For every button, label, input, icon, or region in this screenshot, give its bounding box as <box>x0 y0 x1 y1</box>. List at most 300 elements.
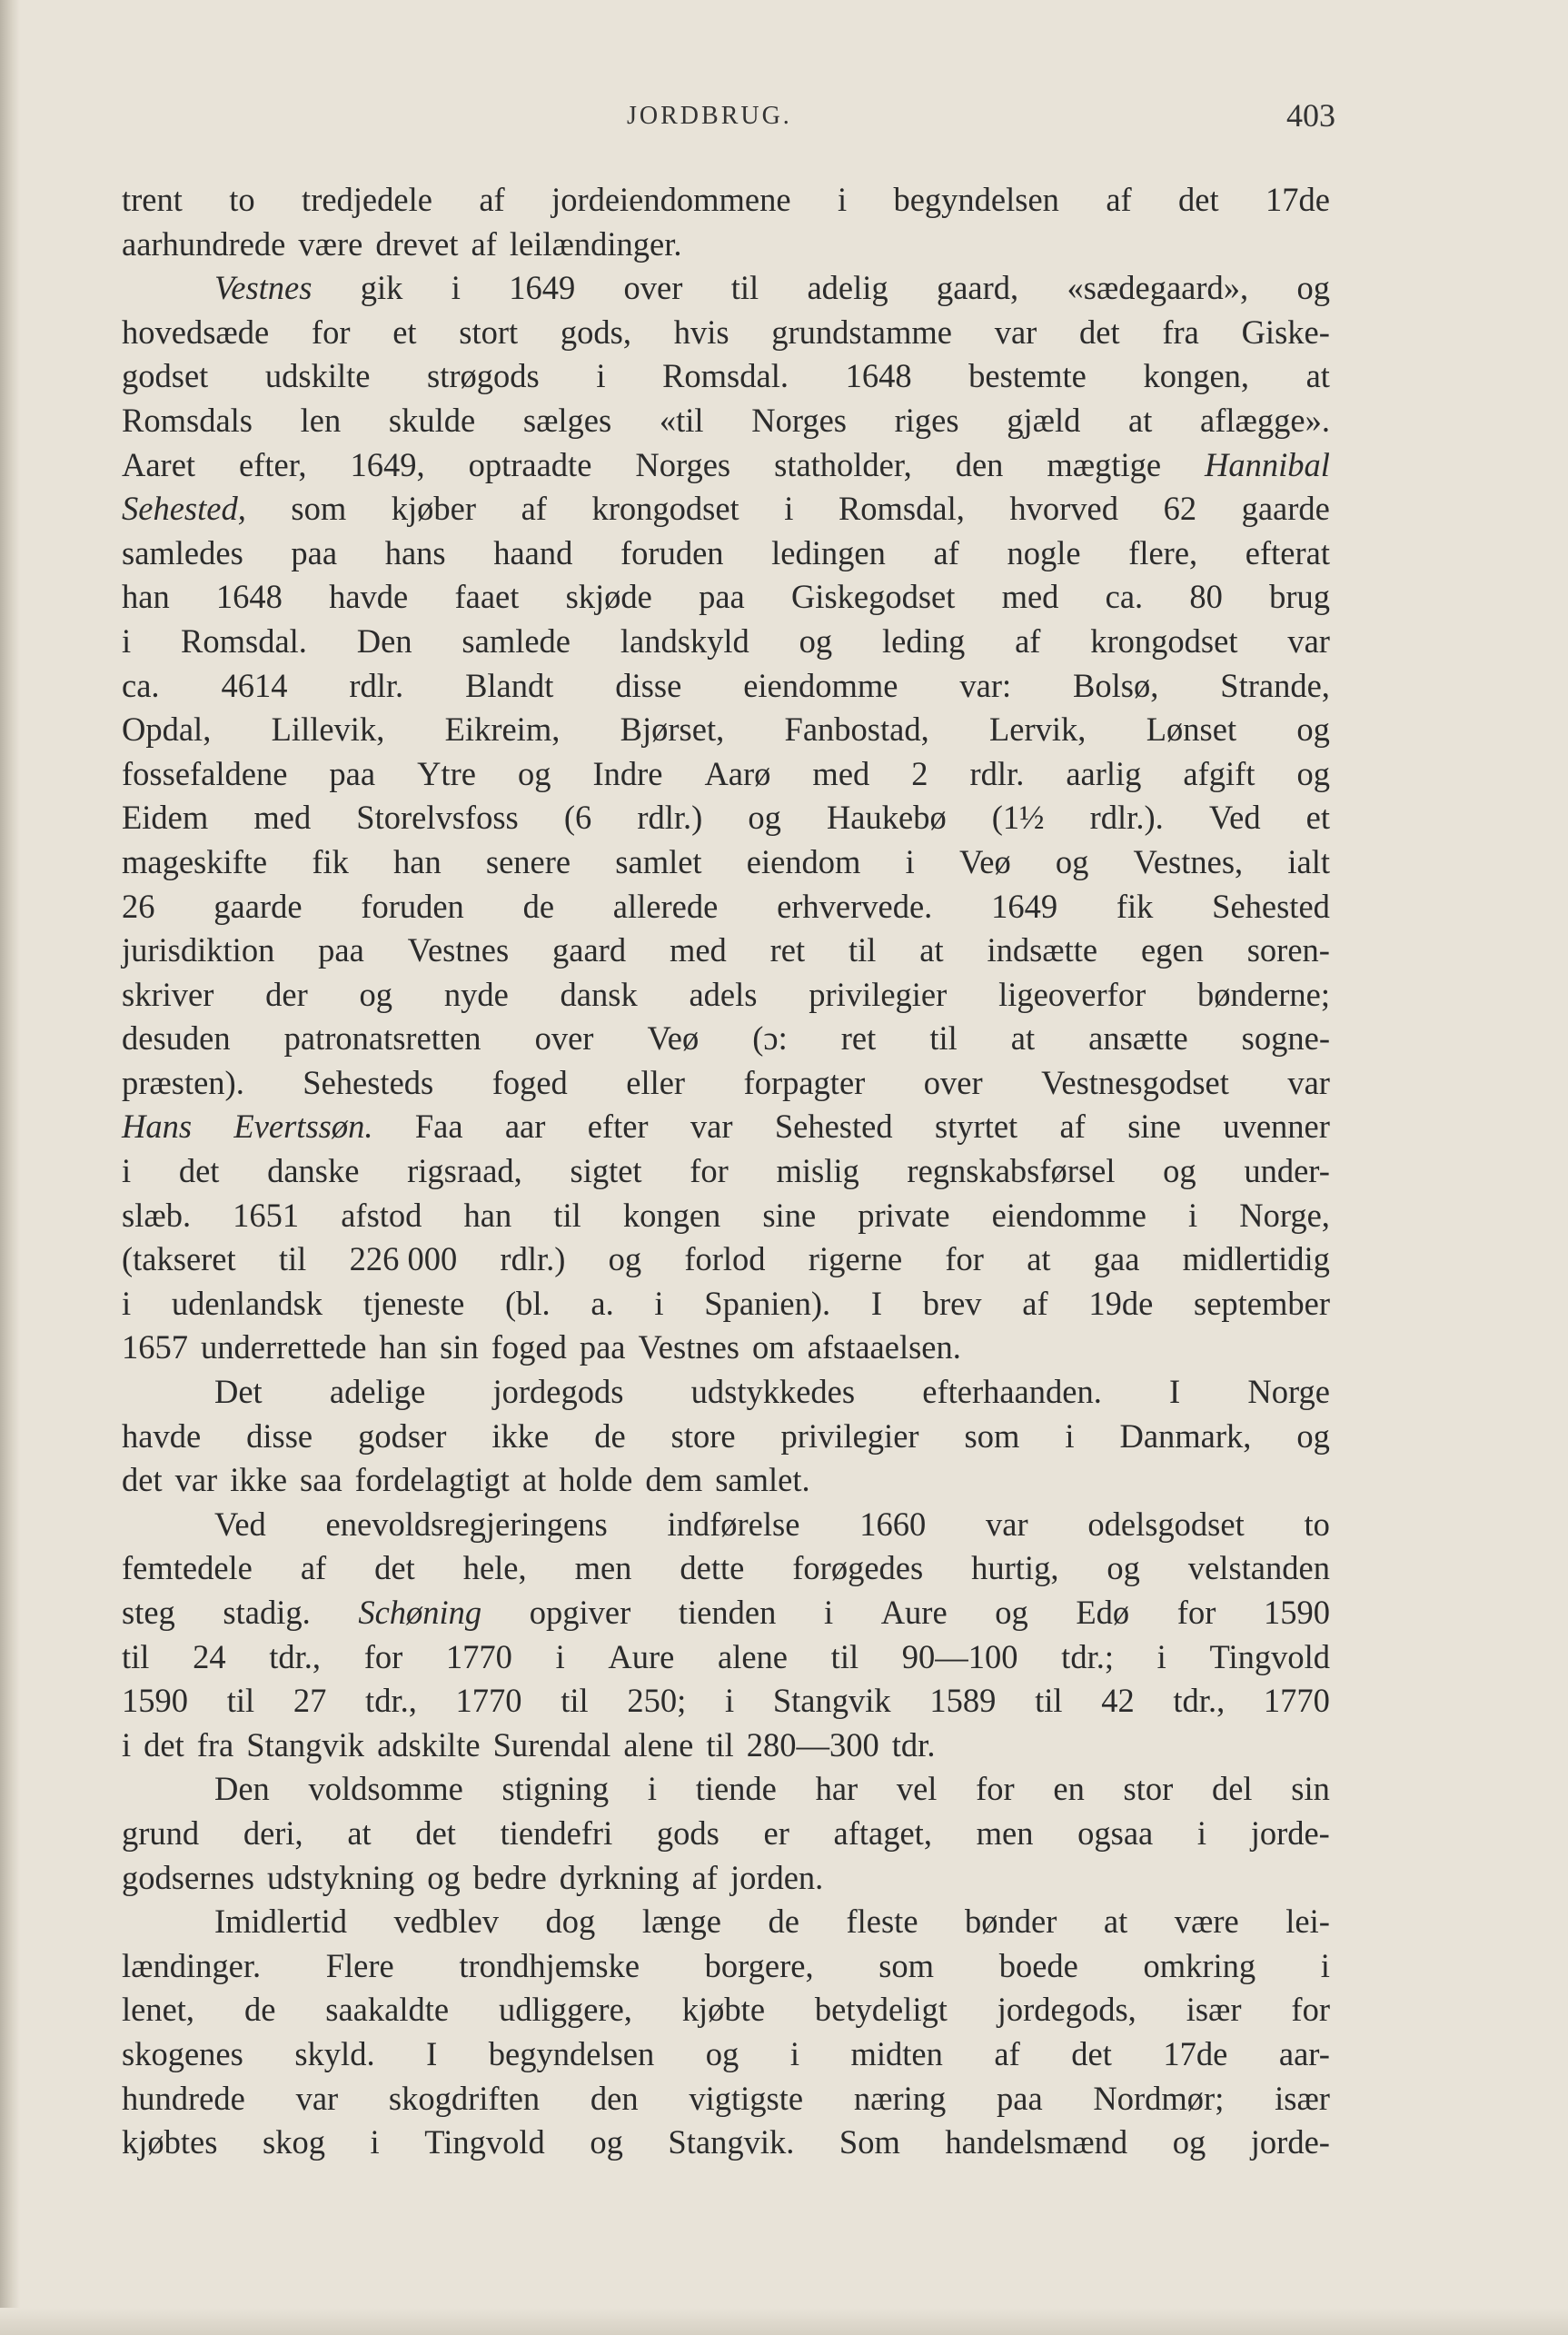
word: Ytre <box>417 754 476 792</box>
word: Hans <box>122 1108 193 1146</box>
word: I <box>426 2034 438 2072</box>
word: kongen <box>622 1196 721 1234</box>
word: hans <box>384 533 446 571</box>
word: Lillevik, <box>271 710 385 749</box>
word: hundrede <box>122 2079 245 2117</box>
word: til <box>561 1682 589 1720</box>
word: fik <box>1116 887 1154 925</box>
word: og <box>359 975 393 1013</box>
word: privilegier <box>809 975 948 1013</box>
word: Aaret <box>122 445 196 483</box>
text-line <box>122 664 1330 709</box>
text-line <box>122 1900 1330 1944</box>
word: slæb. <box>122 1196 192 1234</box>
word: de <box>768 1903 799 1941</box>
word: i <box>122 1725 132 1764</box>
word: aar <box>504 1108 546 1146</box>
word: Flere <box>325 1946 394 1984</box>
word: udskilte <box>264 357 371 395</box>
word: regnskabsførsel <box>907 1152 1116 1190</box>
word: bønderne; <box>1197 975 1330 1013</box>
word: og <box>608 1240 642 1278</box>
word: var <box>174 1461 218 1499</box>
word: 1648 <box>845 357 912 395</box>
word: Bjørset, <box>620 710 725 749</box>
word: Vestnes <box>638 1328 739 1366</box>
word: ogsaa <box>1077 1813 1154 1852</box>
word: midlertidig <box>1182 1240 1330 1278</box>
word: faaet <box>454 578 520 616</box>
word: paa <box>318 931 364 969</box>
word: opgiver <box>529 1594 631 1631</box>
word: Surendal <box>492 1725 611 1764</box>
word: privilegier <box>780 1416 919 1455</box>
word: til <box>929 1019 958 1058</box>
word: indførelse <box>667 1505 800 1543</box>
word: deri, <box>243 1813 303 1852</box>
word: kjøbtes <box>122 2123 218 2161</box>
word: udstykkedes <box>690 1373 856 1411</box>
word: til <box>830 1637 859 1675</box>
word: det <box>374 1549 415 1587</box>
word: under- <box>1244 1152 1330 1190</box>
word: at <box>1010 1019 1036 1058</box>
word: med <box>812 754 870 792</box>
word: afstod <box>341 1196 422 1234</box>
word: det <box>1079 313 1120 351</box>
word: optraadte <box>468 445 592 483</box>
word: forlod <box>684 1240 766 1278</box>
word: at <box>1027 1240 1051 1278</box>
word: adelig <box>807 269 888 307</box>
word: tienden <box>678 1594 777 1631</box>
word: gik <box>360 269 403 307</box>
word: Lervik, <box>989 710 1087 749</box>
text-line <box>122 399 1330 443</box>
word: 1770 <box>445 1637 512 1675</box>
word: sine <box>762 1196 817 1234</box>
word: paa <box>329 754 376 792</box>
word: til <box>226 1682 255 1720</box>
word: mislig <box>776 1152 859 1190</box>
word: og <box>1163 1152 1196 1190</box>
word: han <box>463 1196 512 1234</box>
word: i <box>122 1284 132 1322</box>
word: drevet <box>375 224 459 263</box>
word: hvorved <box>1009 490 1119 528</box>
word: vigtigste <box>689 2079 804 2117</box>
word: Fanbostad, <box>784 710 929 749</box>
word: udenlandsk <box>171 1284 323 1322</box>
word: kjøbte <box>681 1991 766 2029</box>
word: at <box>1305 357 1330 395</box>
word: ialt <box>1287 842 1330 880</box>
word: og <box>748 799 781 837</box>
word: leding <box>881 621 966 660</box>
word: Som <box>839 2123 900 2161</box>
word: «sædegaard», <box>1067 269 1249 307</box>
word: hurtig, <box>971 1549 1059 1587</box>
word: var <box>994 313 1037 351</box>
word: 27 <box>293 1682 327 1720</box>
word: af <box>1015 621 1041 660</box>
word: 1649 <box>991 887 1058 925</box>
word: godsernes <box>122 1858 254 1896</box>
word: samlet <box>615 842 702 880</box>
word: to <box>1304 1505 1330 1543</box>
word: ikke <box>491 1416 550 1455</box>
word: i <box>823 1594 834 1631</box>
word: store <box>670 1416 736 1455</box>
word: næring <box>853 2079 947 2117</box>
word: allerede <box>612 887 719 925</box>
word: holde <box>559 1461 633 1499</box>
word: kjøber <box>391 490 477 528</box>
word: Den <box>356 621 412 660</box>
word: skogenes <box>122 2034 243 2072</box>
word: 1649 <box>509 269 576 307</box>
word: i <box>784 490 794 528</box>
word: gaarde <box>213 887 303 925</box>
word: private <box>858 1196 950 1234</box>
text-line <box>122 929 1330 973</box>
word: efterat <box>1245 533 1330 571</box>
word: af <box>300 1549 327 1587</box>
word: disse <box>246 1416 313 1455</box>
word: flere, <box>1128 533 1198 571</box>
word: 1590 <box>1263 1594 1330 1631</box>
text-line <box>122 1017 1330 1061</box>
text-line <box>122 1724 1330 1768</box>
word: 17de <box>1163 2034 1228 2072</box>
text-line <box>122 2032 1330 2077</box>
word: saa <box>300 1461 342 1499</box>
word: til <box>730 269 759 307</box>
word: ca. <box>1105 578 1144 616</box>
word: gaard, <box>936 269 1019 307</box>
word: være <box>298 224 363 263</box>
word: paa <box>579 1328 626 1366</box>
word: Lønset <box>1146 710 1237 749</box>
word: det <box>1178 181 1219 218</box>
word: det <box>178 1152 220 1190</box>
word: i <box>789 2034 799 2072</box>
word: to <box>229 181 255 218</box>
word: jordeiendommene <box>551 181 791 218</box>
word: sine <box>1127 1108 1181 1146</box>
word: ca. <box>122 666 160 704</box>
word: for <box>690 1152 729 1190</box>
text-line <box>122 178 1330 223</box>
word: tiende <box>695 1770 777 1808</box>
page-header <box>118 94 1335 140</box>
word: og <box>1107 1549 1140 1587</box>
word: et <box>1305 799 1330 837</box>
word: adelige <box>329 1373 426 1411</box>
word: riges <box>894 401 959 439</box>
word: gaard <box>552 931 627 969</box>
word: Evertssøn. <box>233 1108 373 1146</box>
word: aarlig <box>1066 754 1142 792</box>
word: foruden <box>620 533 724 571</box>
word: fleste <box>846 1903 918 1941</box>
word: i <box>647 1770 657 1808</box>
word: i <box>370 2123 380 2161</box>
word: efterhaanden. <box>922 1373 1102 1411</box>
text-line <box>122 1591 1330 1635</box>
text-line <box>122 1105 1330 1149</box>
word: statholder, <box>774 445 912 483</box>
word: (takseret <box>122 1240 236 1278</box>
word: dog <box>545 1903 596 1941</box>
word: for <box>976 1770 1015 1808</box>
word: Giske- <box>1241 313 1330 351</box>
word: han <box>393 842 442 880</box>
text-line <box>122 266 1330 311</box>
word: (6 <box>563 799 592 837</box>
word: over <box>623 269 683 307</box>
word: for <box>945 1240 984 1278</box>
text-line <box>122 973 1330 1018</box>
word: for <box>311 313 351 351</box>
text-line <box>122 1458 1330 1503</box>
page-number: 403 <box>1286 97 1335 134</box>
word: grundstamme <box>771 313 952 351</box>
word: 26 <box>122 887 155 925</box>
word: grund <box>122 1813 200 1852</box>
text-line <box>122 1370 1330 1415</box>
text-line <box>122 1988 1330 2032</box>
word: Stangvik <box>246 1725 365 1764</box>
word: men <box>976 1813 1034 1852</box>
word: som <box>291 490 347 528</box>
word: over <box>923 1063 983 1101</box>
word: nogle <box>1007 533 1081 571</box>
word: tjeneste <box>362 1284 465 1322</box>
word: han <box>122 578 170 616</box>
word: det <box>1071 2034 1112 2072</box>
word: «til <box>659 401 704 439</box>
word: Eikreim, <box>444 710 561 749</box>
word: af <box>994 2034 1020 2072</box>
word: eiendomme <box>743 666 898 704</box>
word: og <box>427 1858 461 1896</box>
word: 1770 <box>455 1682 522 1720</box>
word: a. <box>590 1284 614 1322</box>
word: den <box>590 2079 639 2117</box>
word: i <box>1065 1416 1075 1455</box>
word: gaarde <box>1241 490 1330 528</box>
text-line <box>122 752 1330 797</box>
word: Haukebø <box>826 799 947 837</box>
word: foged <box>491 1328 567 1366</box>
word: i <box>725 1682 735 1720</box>
word: sogne- <box>1241 1019 1330 1058</box>
word: saakaldte <box>325 1991 450 2029</box>
word: 1590 <box>122 1682 188 1720</box>
word: af <box>1022 1284 1048 1322</box>
word: til <box>848 931 877 969</box>
word: dansk <box>560 975 638 1013</box>
text-line <box>122 1812 1330 1856</box>
word: bedre <box>472 1858 547 1896</box>
word: af <box>1106 181 1132 218</box>
word: jorde- <box>1250 2123 1330 2161</box>
word: Danmark, <box>1119 1416 1252 1455</box>
word: efter, <box>239 445 307 483</box>
word: mægtige <box>1047 445 1162 483</box>
word: bestemte <box>968 357 1087 395</box>
word: for <box>1291 1991 1330 2029</box>
word: og <box>1296 269 1330 307</box>
text-line <box>122 1767 1330 1812</box>
word: voldsomme <box>308 1770 463 1808</box>
word: i <box>596 357 606 395</box>
word: haand <box>493 533 573 571</box>
word: tdr., <box>1173 1682 1226 1720</box>
word: handelsmænd <box>945 2123 1128 2161</box>
word: Bolsø, <box>1073 666 1159 704</box>
word: patronatsretten <box>283 1019 481 1058</box>
word: borgere, <box>704 1946 814 1984</box>
word: 1657 <box>122 1328 188 1366</box>
text-line <box>122 1149 1330 1194</box>
word: stor <box>1123 1770 1174 1808</box>
word: eiendomme <box>991 1196 1146 1234</box>
word: vel <box>896 1770 938 1808</box>
word: erhvervede. <box>777 887 933 925</box>
word: var <box>295 2079 339 2117</box>
word: eiendom <box>746 842 861 880</box>
word: til <box>122 1637 150 1675</box>
word: dem <box>645 1461 703 1499</box>
word: 2 <box>911 754 928 792</box>
word: samlede <box>461 621 571 660</box>
word: udstykning <box>266 1858 415 1896</box>
word: at <box>1128 401 1153 439</box>
word: jorde- <box>1250 1813 1330 1852</box>
word: foruden <box>361 887 464 925</box>
word: at <box>521 1461 547 1499</box>
word: den <box>955 445 1004 483</box>
word: hele, <box>462 1549 527 1587</box>
word: lenet, <box>122 1991 195 2029</box>
word: gaa <box>1093 1240 1140 1278</box>
text-line <box>122 1546 1330 1591</box>
word: af <box>691 1858 718 1896</box>
word: eller <box>626 1063 686 1101</box>
word: nyde <box>443 975 509 1013</box>
word: Imidlertid <box>214 1903 347 1941</box>
word: disse <box>615 666 682 704</box>
text-line <box>122 1194 1330 1238</box>
word: lændinger. <box>122 1946 262 1984</box>
text-line <box>122 708 1330 752</box>
word: 1651 <box>233 1196 300 1234</box>
word: de <box>522 887 555 925</box>
word: styrtet <box>934 1108 1018 1146</box>
word: aarhundrede <box>122 224 286 263</box>
word: var <box>1287 621 1330 660</box>
word: ledingen <box>771 533 886 571</box>
word: og <box>590 2123 623 2161</box>
running-head: JORDBRUG. <box>627 102 792 130</box>
word: godser <box>358 1416 447 1455</box>
text-line <box>122 620 1330 664</box>
word: tdr., <box>269 1637 322 1675</box>
word: skogdriften <box>388 2079 541 2117</box>
word: til <box>553 1196 581 1234</box>
word: tredjedele <box>302 181 432 218</box>
word: ret <box>840 1019 877 1058</box>
word: var <box>986 1505 1028 1543</box>
word: og <box>1172 2123 1206 2161</box>
word: præsten). <box>122 1063 244 1101</box>
word: var <box>1287 1063 1330 1101</box>
word: Tingvold <box>424 2123 545 2161</box>
word: i <box>122 621 132 660</box>
word: Den <box>214 1770 270 1808</box>
word: Norge, <box>1239 1196 1330 1234</box>
word: Veø <box>647 1019 700 1058</box>
word: godset <box>122 357 209 395</box>
word: fra <box>1162 313 1199 351</box>
word: aar- <box>1278 2034 1330 2072</box>
word: afstaaelsen. <box>807 1328 961 1366</box>
word: og <box>1055 842 1089 880</box>
word: Stangvik. <box>668 2123 795 2161</box>
word: uvenner <box>1223 1108 1330 1146</box>
word: de <box>243 1991 276 2029</box>
word: Sehested <box>1212 887 1330 925</box>
text-line <box>122 443 1330 488</box>
text-line <box>122 532 1330 576</box>
word: adels <box>689 975 758 1013</box>
word: 4614 <box>221 666 288 704</box>
word: trondhjemske <box>459 1946 640 1984</box>
word: Aure <box>880 1594 948 1631</box>
word: 280—300 <box>746 1725 879 1764</box>
word: rdlr. <box>969 754 1025 792</box>
text-line <box>122 1944 1330 1989</box>
word: Vestnesgodset <box>1041 1063 1229 1101</box>
word: skjøde <box>565 578 652 616</box>
word: med <box>253 799 312 837</box>
word: landskyld <box>620 621 749 660</box>
word: soren- <box>1246 931 1330 969</box>
word: for <box>1176 1594 1216 1631</box>
word: (bl. <box>505 1284 551 1322</box>
word: paa <box>291 533 338 571</box>
word: der <box>265 975 308 1013</box>
word: Stangvik <box>772 1682 891 1720</box>
text-line <box>122 487 1330 532</box>
text-line <box>122 575 1330 620</box>
text-line <box>122 1503 1330 1547</box>
word: vedblev <box>393 1903 500 1941</box>
word: skyld. <box>294 2034 375 2072</box>
word: skriver <box>122 975 214 1013</box>
word: fra <box>196 1725 234 1764</box>
word: og <box>799 621 833 660</box>
word: 80 <box>1189 578 1223 616</box>
word: paa <box>997 2079 1043 2117</box>
text-line <box>122 1282 1330 1326</box>
word: Det <box>214 1373 263 1411</box>
word: tdr. <box>891 1725 936 1764</box>
word: len <box>300 401 342 439</box>
word: skulde <box>388 401 476 439</box>
